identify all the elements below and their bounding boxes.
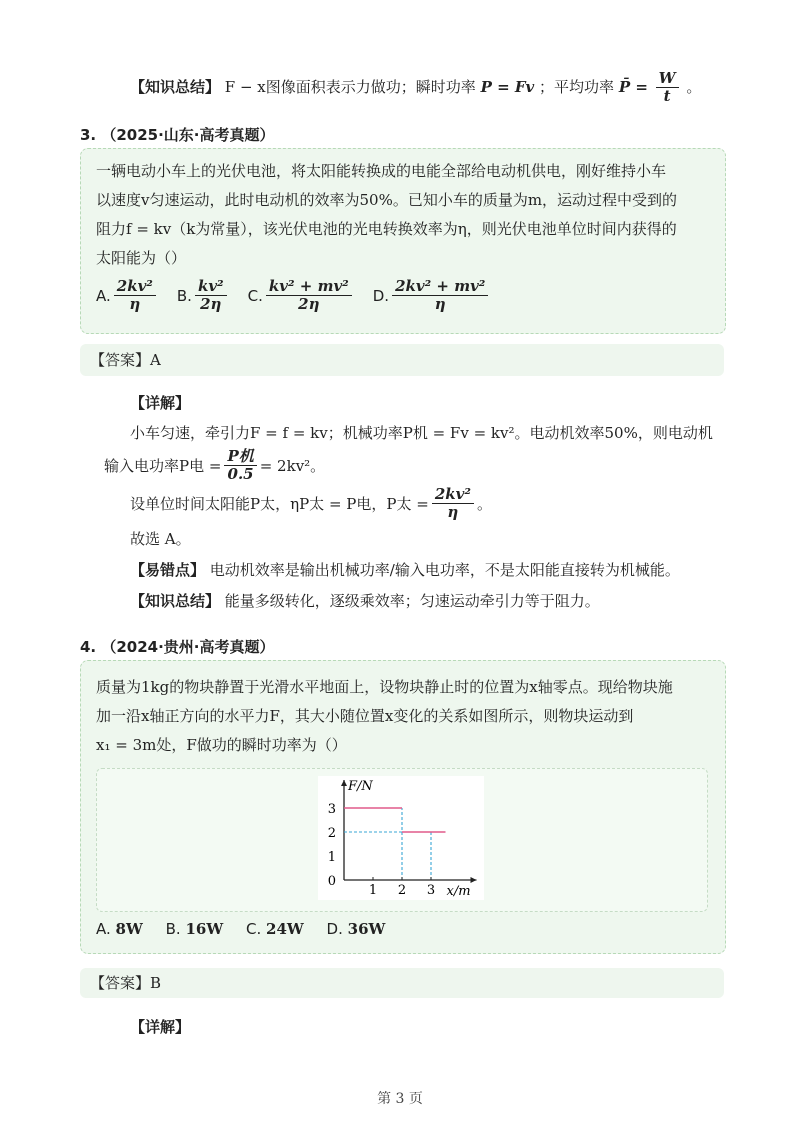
q4-choice-c-value: 24W xyxy=(266,920,304,938)
q3-choice-a-letter: A. xyxy=(96,286,111,305)
q3-summary xyxy=(130,590,600,612)
q4-choice-a[interactable] xyxy=(96,918,143,940)
y-tick-label-2: 2 xyxy=(327,826,336,841)
q3-choice-d-num: 2kv² + mv² xyxy=(392,278,488,296)
top-note-frac-num: W xyxy=(656,70,679,88)
q3-summary-text: 能量多级转化，逐级乘效率；匀速运动牵引力等于阻力。 xyxy=(224,592,600,610)
q3-detail-l2-frac xyxy=(224,448,256,484)
q4-choice-b[interactable] xyxy=(166,918,224,940)
q3-detail-l3-num: 2kv² xyxy=(432,486,474,504)
q3-detail-label: 【详解】 xyxy=(130,394,191,412)
y-tick-label-1: 1 xyxy=(327,850,336,865)
q4-choice-b-letter: B. xyxy=(165,920,181,938)
force-position-chart xyxy=(318,776,484,900)
q4-header: 4. （2024·贵州·高考真题） xyxy=(80,638,275,656)
q3-choice-c-den: 2η xyxy=(298,295,320,314)
top-note-text-a: F − x图像面积表示力做功；瞬时功率 xyxy=(224,77,476,96)
q3-detail-l3-b: 。 xyxy=(476,495,492,514)
x-tick-label-3: 3 xyxy=(426,883,436,898)
q4-line-1: 质量为1kg的物块静置于光滑水平地面上，设物块静止时的位置为x轴零点。现给物块施 xyxy=(96,678,673,696)
q3-line-4: 太阳能为（） xyxy=(96,249,187,267)
q3-detail-l2-a: 输入电功率P电 = xyxy=(104,457,222,476)
top-note-fraction xyxy=(656,70,679,106)
q3-error-text: 电动机效率是输出机械功率/输入电功率，不是太阳能直接转为机械能。 xyxy=(209,561,680,579)
q3-choice-c-num: kv² + mv² xyxy=(266,278,352,296)
q3-choice-b-letter: B. xyxy=(176,286,192,305)
q4-choice-c-letter: C. xyxy=(245,920,262,938)
x-axis-label: x/m xyxy=(446,884,471,899)
q3-choice-b-den: 2η xyxy=(200,295,222,314)
q3-detail-line-3 xyxy=(130,486,492,522)
q4-answer: 【答案】B xyxy=(90,974,162,992)
q4-choice-d-value: 36W xyxy=(347,920,386,938)
q3-line-3: 阻力f = kv（k为常量），该光伏电池的光电转换效率为η，则光伏电池单位时间内获得的 xyxy=(96,220,677,238)
q3-header: 3. （2025·山东·高考真题） xyxy=(80,126,275,144)
q3-detail-line-2 xyxy=(104,448,325,484)
q3-choice-c-letter: C. xyxy=(247,286,263,305)
q3-detail-l3-den: η xyxy=(447,503,459,522)
q4-line-2: 加一沿x轴正方向的水平力F，其大小随位置x变化的关系如图所示，则物块运动到 xyxy=(96,707,634,725)
q3-detail-l3-a: 设单位时间太阳能P太，ηP太 = P电，P太 = xyxy=(130,495,429,514)
q4-choice-d[interactable] xyxy=(327,918,386,940)
q3-line-2: 以速度v匀速运动，此时电动机的效率为50%。已知小车的质量为m，运动过程中受到的 xyxy=(96,191,678,209)
q3-choice-a-frac xyxy=(114,278,156,314)
q3-error-point xyxy=(130,559,680,581)
q3-choice-d-den: η xyxy=(434,295,446,314)
q3-choice-a-den: η xyxy=(129,295,141,314)
q4-detail-label: 【详解】 xyxy=(130,1018,191,1036)
top-note-frac-den: t xyxy=(663,87,671,106)
top-note-text-b: ；平均功率 xyxy=(539,77,615,96)
q4-choice-a-value: 8W xyxy=(115,920,143,938)
q4-choice-b-value: 16W xyxy=(185,920,224,938)
top-knowledge-note xyxy=(130,70,701,106)
q3-answer-bar xyxy=(80,344,724,376)
q3-summary-label: 【知识总结】 xyxy=(130,592,221,610)
q3-detail-line-4: 故选 A。 xyxy=(130,530,191,548)
q4-choices xyxy=(96,918,403,940)
q3-detail-l3-frac xyxy=(432,486,474,522)
q3-choice-d-frac xyxy=(392,278,488,314)
q3-detail-line-1: 小车匀速，牵引力F = f = kv；机械功率P机 = Fv = kv²。电动机效率50%，则电动机 xyxy=(130,424,713,442)
top-note-eq: P = Fv xyxy=(480,77,535,96)
top-note-label: 【知识总结】 xyxy=(130,77,221,96)
q3-choice-b-frac xyxy=(195,278,227,314)
q4-choice-c[interactable] xyxy=(246,918,304,940)
q3-choice-b-num: kv² xyxy=(195,278,227,296)
top-note-end: 。 xyxy=(686,77,702,96)
q3-detail-l2-num: P机 xyxy=(224,448,256,466)
y-tick-label-3: 3 xyxy=(327,802,336,817)
x-tick-label-2: 2 xyxy=(397,883,407,898)
q3-choice-c-frac xyxy=(266,278,352,314)
q3-error-label: 【易错点】 xyxy=(130,561,206,579)
q4-line-3: x₁ = 3m处，F做功的瞬时功率为（） xyxy=(96,736,347,754)
q4-choice-a-letter: A. xyxy=(96,920,111,938)
q3-detail-l2-den: 0.5 xyxy=(227,465,254,484)
q4-choice-d-letter: D. xyxy=(326,920,343,938)
q3-choice-a-num: 2kv² xyxy=(114,278,156,296)
page-number: 第 3 页 xyxy=(377,1091,423,1107)
y-axis-label: F/N xyxy=(348,779,373,794)
q3-choice-c[interactable] xyxy=(248,278,355,314)
q3-line-1: 一辆电动小车上的光伏电池，将太阳能转换成的电能全部给电动机供电，刚好维持小车 xyxy=(96,162,667,180)
x-tick-label-1: 1 xyxy=(368,883,378,898)
q3-choice-d[interactable] xyxy=(373,278,492,314)
q3-answer: 【答案】A xyxy=(90,351,161,369)
q3-choice-b[interactable] xyxy=(177,278,230,314)
q3-choices xyxy=(96,278,509,314)
top-note-pbar: P̄ = xyxy=(618,77,648,96)
q4-answer-bar xyxy=(80,968,724,998)
y-tick-label-0: 0 xyxy=(327,874,336,889)
q3-detail-l2-b: = 2kv²。 xyxy=(259,457,326,476)
q3-choice-a[interactable] xyxy=(96,278,159,314)
chart-background xyxy=(318,776,484,900)
q3-choice-d-letter: D. xyxy=(372,286,390,305)
